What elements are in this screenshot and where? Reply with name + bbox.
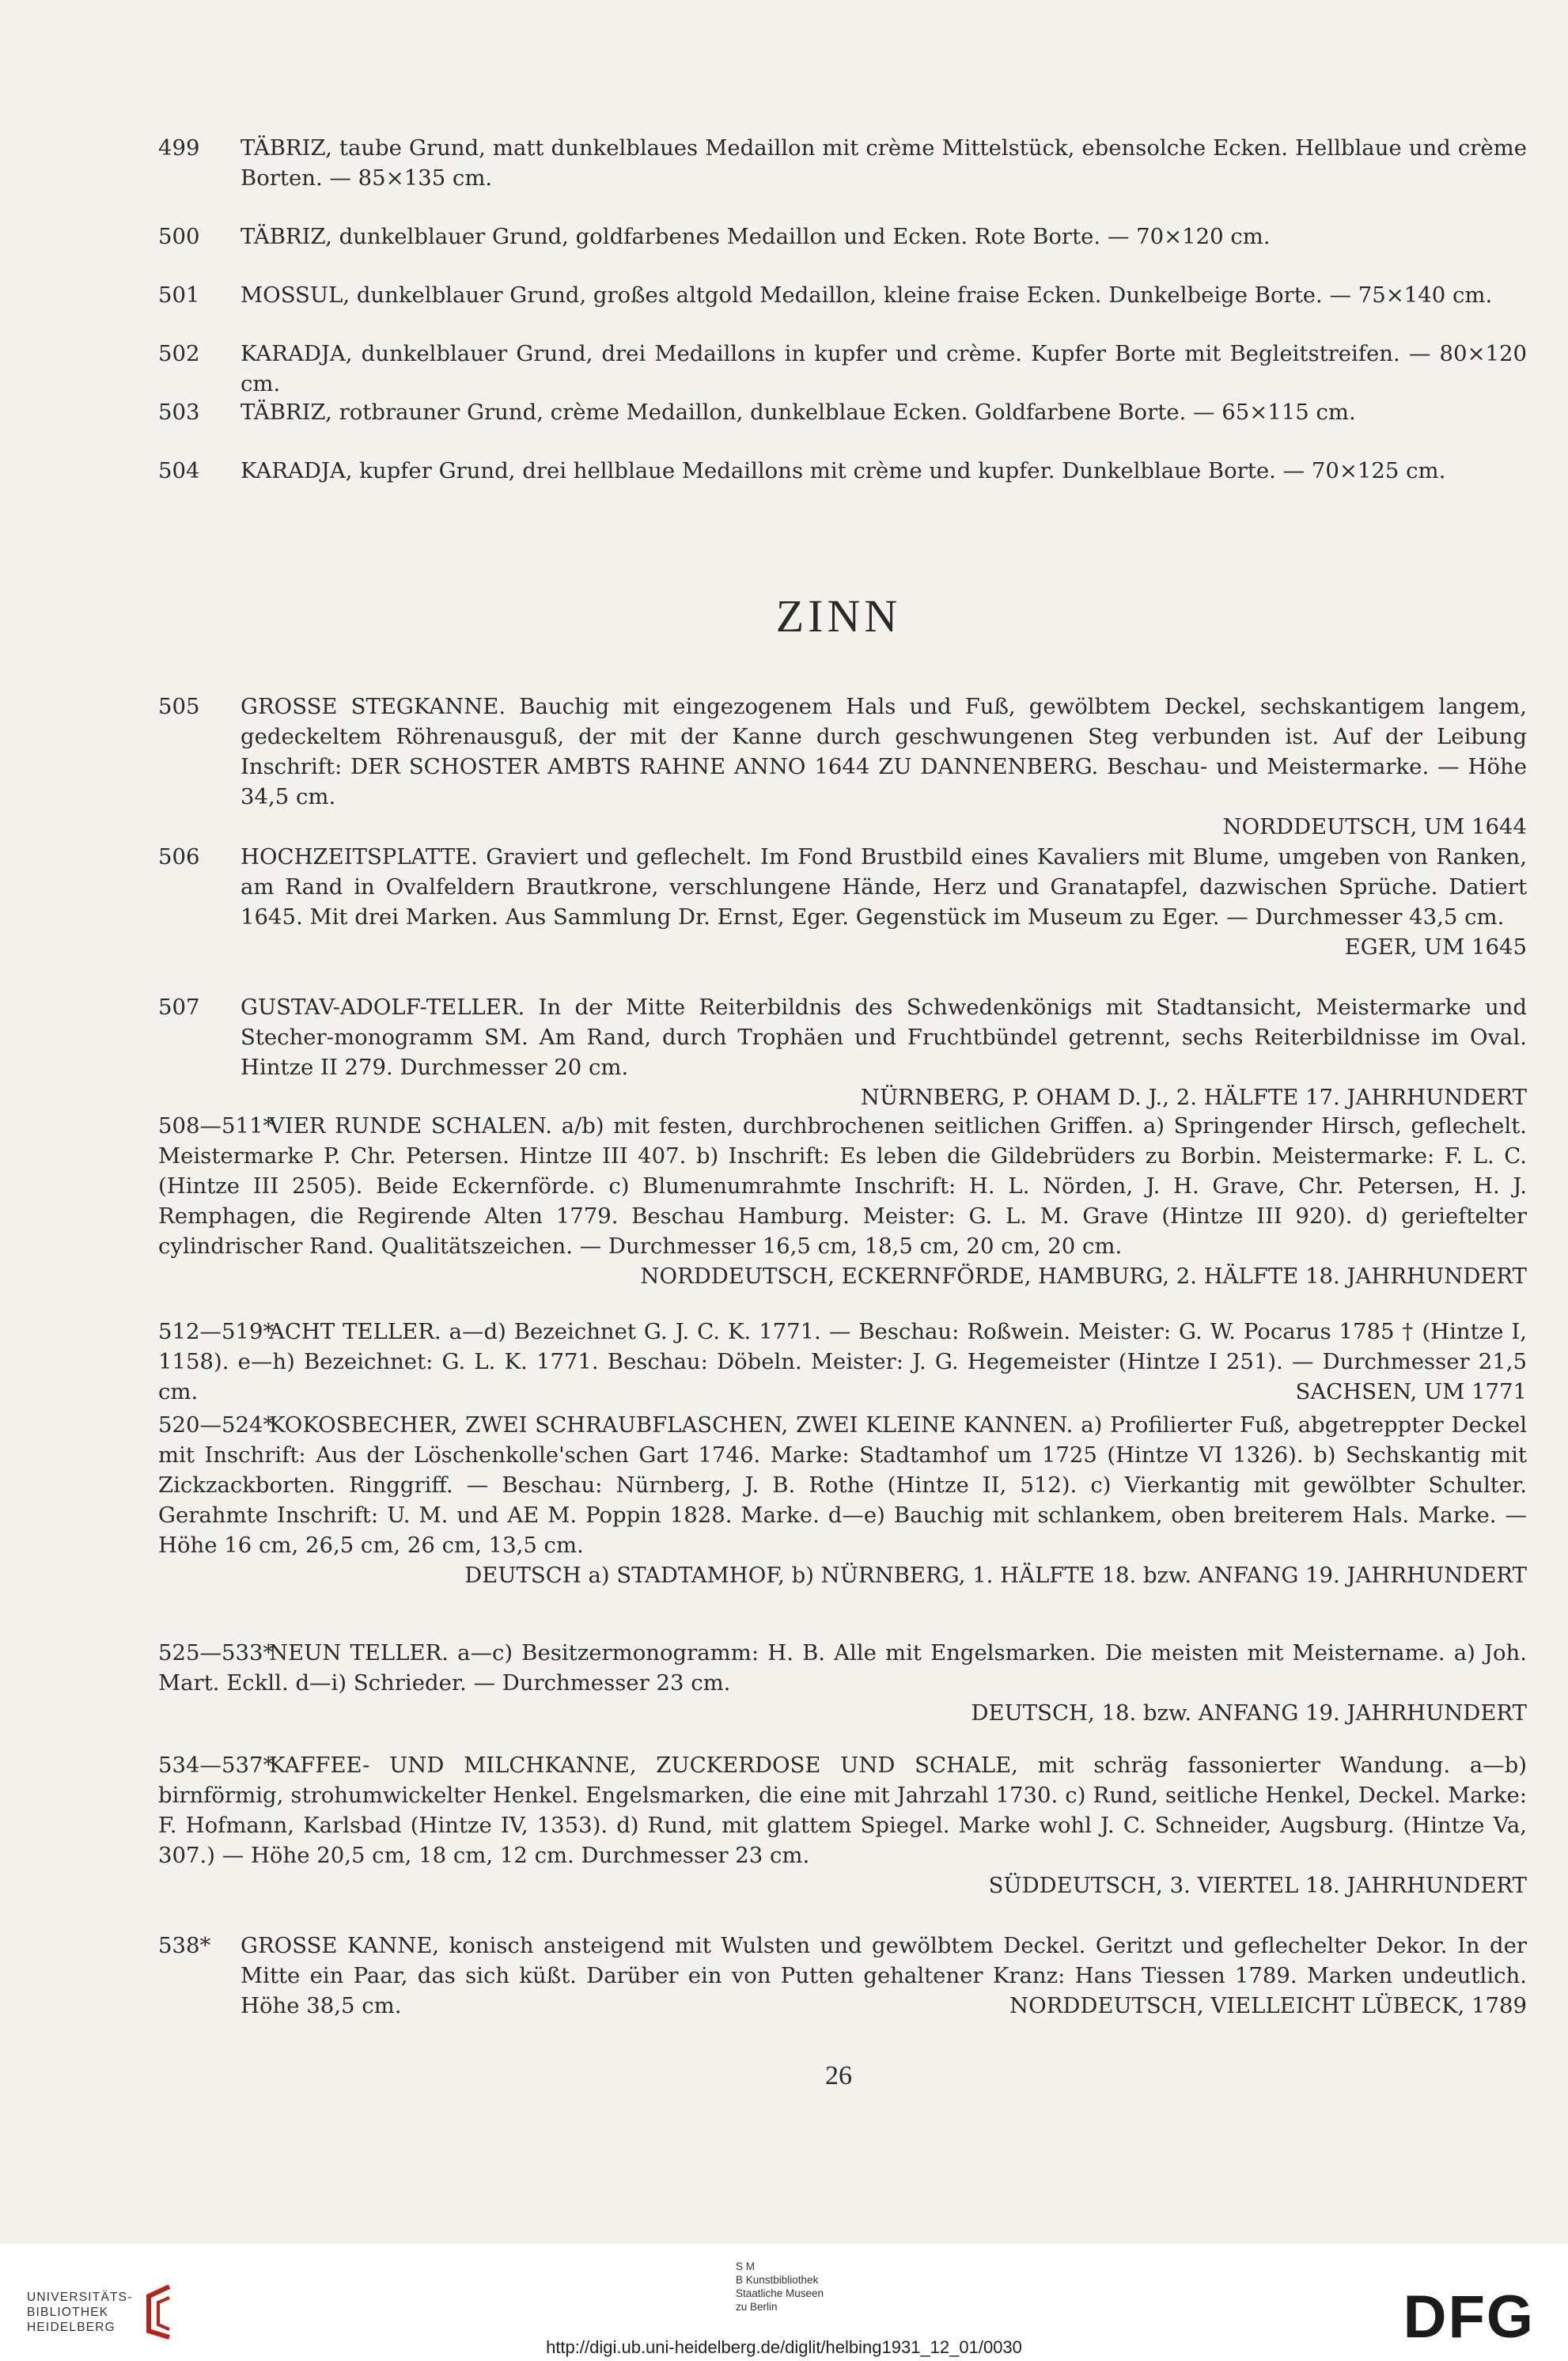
entry-description: GROSSE KANNE, konisch ansteigend mit Wulsten und gewölbtem Deckel. Geritzt und geflechelter Dekor. In der Mitte ein Paar, das sich küßt. Darüber ein von Putten gehaltener Kranz: Hans Tiessen 1789. Marken undeutlich. Höhe 38,5 cm. bbox=[241, 1933, 1527, 2018]
entry-number: 501 bbox=[158, 282, 200, 308]
entry-text bbox=[241, 992, 1527, 1112]
entry-origin: EGER, UM 1645 bbox=[1344, 934, 1527, 960]
entry-origin: DEUTSCH a) STADTAMHOF, b) NÜRNBERG, 1. HÄLFTE 18. bzw. ANFANG 19. JAHRHUNDERT bbox=[464, 1563, 1527, 1588]
entry-origin: NORDDEUTSCH, VIELLEICHT LÜBECK, 1789 bbox=[1009, 1993, 1527, 2018]
entry-text: KARADJA, dunkelblauer Grund, drei Medaillons in kupfer und crème. Kupfer Borte mit Begleitstreifen. — 80×120 cm. bbox=[241, 341, 1527, 396]
entry-origin: SACHSEN, UM 1771 bbox=[1295, 1379, 1527, 1404]
entry-text bbox=[158, 1638, 1527, 1728]
section-title: ZINN bbox=[775, 590, 902, 642]
permalink-url[interactable]: http://digi.ub.uni-heidelberg.de/diglit/helbing1931_12_01/0030 bbox=[546, 2337, 1022, 2357]
entry-text bbox=[158, 1750, 1527, 1901]
entry-origin: SÜDDEUTSCH, 3. VIERTEL 18. JAHRHUNDERT bbox=[988, 1873, 1527, 1898]
entry-number: 525—533* bbox=[158, 1640, 275, 1666]
library-name: UNIVERSITÄTS- BIBLIOTHEK HEIDELBERG bbox=[27, 2290, 133, 2334]
entry-description: KOKOSBECHER, ZWEI SCHRAUBFLASCHEN, ZWEI KLEINE KANNEN. a) Profilierter Fuß, abgetreppter Deckel mit Inschrift: Aus der Löschenkolle'schen Gart 1746. Marke: Stadtamhof um 1725 (Hintze VI 1326). b) Sechskantig mit Zickzackborten. Ringgriff. — Beschau: Nürnberg, J. B. Rothe (Hintze II, 512). c) Vierkantig mit gewölbter Schulter. Gerahmte Inschrift: U. M. und AE M. Poppin 1828. Marke. d—e) Bauchig mit schlankem, oben breiterem Hals. Marke. — Höhe 16 cm, 26,5 cm, 26 cm, 13,5 cm. bbox=[158, 1412, 1527, 1558]
library-emblem-icon bbox=[138, 2283, 182, 2340]
entry-origin: NORDDEUTSCH, ECKERNFÖRDE, HAMBURG, 2. HÄLFTE 18. JAHRHUNDERT bbox=[640, 1264, 1527, 1289]
entry-number: 507 bbox=[158, 995, 200, 1020]
entry-number: 508—511* bbox=[158, 1113, 275, 1139]
entry-number: 538* bbox=[158, 1933, 211, 1958]
entry-origin: NÜRNBERG, P. OHAM D. J., 2. HÄLFTE 17. JAHRHUNDERT bbox=[860, 1085, 1527, 1110]
entry-number: 502 bbox=[158, 341, 200, 366]
entry-number: 503 bbox=[158, 400, 200, 425]
entry-text: TÄBRIZ, taube Grund, matt dunkelblaues Medaillon mit crème Mittelstück, ebensolche Ecken. Hellblaue und crème Borten. — 85×135 cm. bbox=[241, 135, 1527, 191]
entry-description: ACHT TELLER. a—d) Bezeichnet G. J. C. K. 1771. — Beschau: Roßwein. Meister: G. W. Pocarus 1785 † (Hintze I, 1158). e—h) Bezeichnet: G. L. K. 1771. Beschau: Döbeln. Meister: J. G. Hegemeister (Hintze I 251). — Durchmesser 21,5 cm. bbox=[158, 1319, 1527, 1404]
entry-text bbox=[241, 692, 1527, 842]
entry-499 bbox=[158, 133, 1527, 196]
entry-description: VIER RUNDE SCHALEN. a/b) mit festen, durchbrochenen seitlichen Griffen. a) Springender Hirsch, geflechelt. Meistermarke P. Chr. Petersen. Hintze III 407. b) Inschrift: Es leben die Gildebrüders zu Borbin. Meistermarke: F. L. C. (Hintze III 2505). Beide Eckernförde. c) Blumenumrahmte Inschrift: H. L. Nörden, J. H. Grave, Chr. Petersen, H. J. Remphagen, die Regirende Alten 1779. Beschau Hamburg. Meister: G. L. M. Grave (Hintze III 920). d) gerieftelter cylindrischer Rand. Qualitätszeichen. — Durchmesser 16,5 cm, 18,5 cm, 20 cm, 20 cm. bbox=[158, 1113, 1527, 1259]
footer bbox=[0, 2244, 1568, 2361]
entry-text: KARADJA, kupfer Grund, drei hellblaue Medaillons mit crème und kupfer. Dunkelblaue Borte. — 70×125 cm. bbox=[241, 458, 1446, 483]
dfg-logo[interactable]: DFG bbox=[1403, 2283, 1535, 2351]
entry-text bbox=[241, 1931, 1527, 2021]
entry-description: GUSTAV-ADOLF-TELLER. In der Mitte Reiterbildnis des Schwedenkönigs mit Stadtansicht, Meistermarke und Stecher-monogramm SM. Am Rand, durch Trophäen und Fruchtbündel getrennt, sechs Reiterbildnisse im Oval. Hintze II 279. Durchmesser 20 cm. bbox=[241, 995, 1527, 1080]
entry-number: 534—537* bbox=[158, 1753, 275, 1778]
entry-origin: NORDDEUTSCH, UM 1644 bbox=[1222, 814, 1527, 839]
entry-number: 520—524* bbox=[158, 1412, 275, 1438]
page-number: 26 bbox=[825, 2061, 852, 2090]
holding-stamp: S M B Kunstbibliothek Staatliche Museen zu Berlin bbox=[736, 2261, 824, 2313]
entry-description: HOCHZEITSPLATTE. Graviert und geflechelt. Im Fond Brustbild eines Kavaliers mit Blume, umgeben von Ranken, am Rand in Ovalfeldern Brautkrone, verschlungene Hände, Herz und Granatapfel, dazwischen Sprüche. Datiert 1645. Mit drei Marken. Aus Sammlung Dr. Ernst, Eger. Gegenstück im Museum zu Eger. — Durchmesser 43,5 cm. bbox=[241, 844, 1527, 930]
entry-text bbox=[158, 1111, 1527, 1291]
entry-text bbox=[158, 1410, 1527, 1590]
entry-number: 505 bbox=[158, 694, 200, 719]
entry-origin: DEUTSCH, 18. bzw. ANFANG 19. JAHRHUNDERT bbox=[971, 1700, 1527, 1726]
entry-description: NEUN TELLER. a—c) Besitzermonogramm: H. B. Alle mit Engelsmarken. Die meisten mit Meistername. a) Joh. Mart. Eckll. d—i) Schrieder. — Durchmesser 23 cm. bbox=[158, 1640, 1527, 1696]
entry-text: TÄBRIZ, rotbrauner Grund, crème Medaillon, dunkelblaue Ecken. Goldfarbene Borte. — 65×115 cm. bbox=[241, 400, 1356, 425]
entry-number: 506 bbox=[158, 844, 200, 870]
entry-text: TÄBRIZ, dunkelblauer Grund, goldfarbenes Medaillon und Ecken. Rote Borte. — 70×120 cm. bbox=[241, 224, 1271, 249]
entry-number: 500 bbox=[158, 224, 200, 249]
entry-description: GROSSE STEGKANNE. Bauchig mit eingezogenem Hals und Fuß, gewölbtem Deckel, sechskantigem langem, gedeckeltem Röhrenausguß, der mit der Kanne durch geschwungenen Steg verbunden ist. Auf der Leibung Inschrift: DER SCHOSTER AMBTS RAHNE ANNO 1644 ZU DANNENBERG. Beschau- und Meistermarke. — Höhe 34,5 cm. bbox=[241, 694, 1527, 809]
entry-text bbox=[241, 842, 1527, 962]
entry-text: MOSSUL, dunkelblauer Grund, großes altgold Medaillon, kleine fraise Ecken. Dunkelbeige Borte. — 75×140 cm. bbox=[241, 282, 1493, 308]
entry-text bbox=[158, 1317, 1527, 1407]
entry-number: 499 bbox=[158, 135, 200, 161]
entry-number: 512—519* bbox=[158, 1319, 275, 1344]
entry-number: 504 bbox=[158, 458, 200, 483]
entry-description: KAFFEE- UND MILCHKANNE, ZUCKERDOSE UND SCHALE, mit schräg fassonierter Wandung. a—b) birnförmig, strohumwickelter Henkel. Engelsmarken, die eine mit Jahrzahl 1730. c) Rund, seitliche Henkel, Deckel. Marke: F. Hofmann, Karlsbad (Hintze IV, 1353). d) Rund, mit glattem Spiegel. Marke wohl J. C. Schneider, Augsburg. (Hintze Va, 307.) — Höhe 20,5 cm, 18 cm, 12 cm. Durchmesser 23 cm. bbox=[158, 1753, 1527, 1868]
library-logo[interactable] bbox=[27, 2283, 182, 2340]
